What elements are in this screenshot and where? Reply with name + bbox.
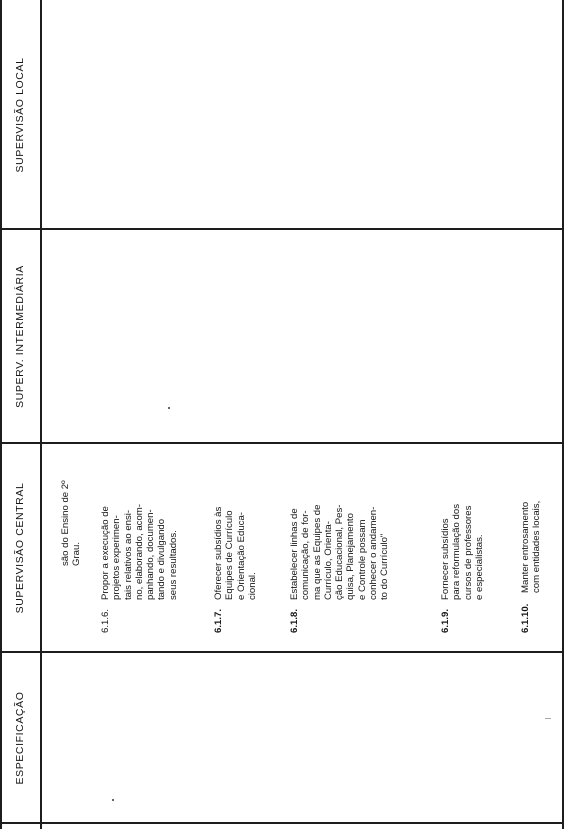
scan-mark	[545, 718, 551, 719]
item-number: 6.1.10.	[520, 603, 531, 633]
header-supervisao-local	[0, 1, 40, 229]
item-line: Fornecer subsídios	[440, 518, 451, 600]
header-especificacao-text: ESPECIFICAÇÃO	[14, 691, 26, 785]
header-supervisao-local-text: SUPERVISÃO LOCAL	[14, 57, 26, 173]
item-number: 6.1.7.	[213, 608, 224, 633]
item-number: 6.1.9.	[440, 608, 451, 633]
item-line: conhecer o andamen-	[368, 506, 380, 600]
item-line: to do Currículo"	[379, 533, 391, 600]
item-line: Propor a execução de	[100, 506, 111, 600]
item-line: panhando, documen-	[145, 509, 157, 600]
scan-speck	[168, 407, 170, 409]
item-line: e especialistas.	[473, 534, 485, 600]
item-line: Estabelecer linhas de	[289, 508, 300, 600]
item-line: tais relativos ao ensi-	[122, 509, 134, 600]
item-line: Currículo, Orienta-	[322, 521, 334, 600]
item-line: Equipes de Currículo	[224, 510, 236, 600]
item-line: e Orientação Educa-	[235, 512, 247, 600]
item-line: ma que as Equipes de	[311, 504, 323, 600]
header-supervisao-central-text: SUPERVISÃO CENTRAL	[14, 482, 26, 614]
item-line: quisa, Planejamento	[345, 513, 357, 600]
header-row-divider	[40, 0, 42, 829]
item-line: cursos de professores	[462, 505, 474, 600]
header-especificacao	[0, 655, 40, 821]
scan-speck	[112, 799, 114, 801]
item-line: comunicação, de for-	[300, 510, 312, 600]
item-line: com entidades locais,	[531, 500, 543, 593]
continuation-line: são do Ensino de 2º	[60, 480, 71, 566]
item-line: e Controle possam	[356, 519, 368, 600]
table-border-left	[0, 822, 564, 824]
item-line: cional.	[246, 572, 258, 600]
header-superv-intermediaria	[0, 232, 40, 441]
continuation-line: Grau.	[71, 542, 83, 566]
header-supervisao-central	[0, 446, 40, 650]
item-line: seus resultados.	[167, 530, 179, 600]
item-line: no, elaborando, acom-	[133, 504, 145, 600]
item-line: tando e divulgando	[156, 518, 168, 600]
column-divider-2	[0, 442, 564, 444]
item-line: ção Educacional, Pes-	[334, 504, 346, 600]
item-line: Manter entrosamento	[520, 501, 531, 593]
item-line: Oferecer subsídios às	[213, 506, 224, 600]
column-divider-1	[0, 651, 564, 653]
item-line: para reformulação dos	[451, 504, 463, 600]
header-superv-intermediaria-text: SUPERV. INTERMEDIÁRIA	[14, 265, 26, 408]
item-number: 6.1.8.	[289, 608, 300, 633]
column-divider-3	[0, 228, 564, 230]
item-line: projetos experimen-	[111, 515, 123, 600]
item-number: 6.1.6.	[100, 608, 111, 633]
